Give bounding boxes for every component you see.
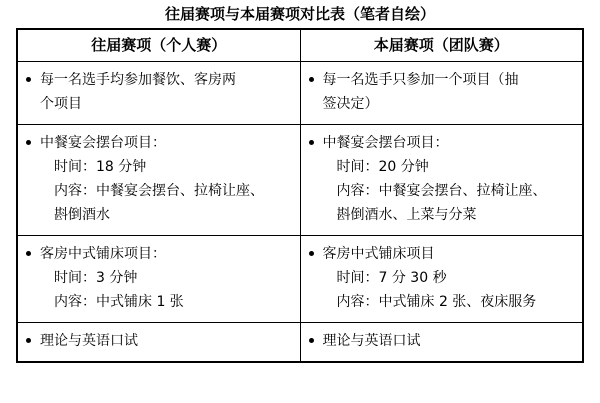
table-cell-right [300, 323, 583, 363]
column-header-previous: 往届赛项（个人赛） [91, 36, 227, 54]
table-row [17, 125, 583, 236]
detail-line: 内容：中式铺床 2 张、夜床服务 [336, 294, 537, 310]
bullet-dot-icon [26, 140, 31, 145]
bullet-continuation: 签决定） [322, 96, 379, 112]
bullet-text: 每一名选手均参加餐饮、客房两 [40, 72, 236, 88]
bullet-item [26, 68, 294, 92]
cell-content [18, 323, 300, 361]
detail-line: 时间：7 分 30 秒 [336, 270, 447, 286]
bullet-item [309, 242, 577, 266]
bullet-dot-icon [26, 77, 31, 82]
table-cell-right [300, 62, 583, 125]
cell-content [301, 236, 583, 322]
bullet-dot-icon [26, 251, 31, 256]
bullet-text: 中餐宴会摆台项目： [40, 135, 166, 151]
cell-content [301, 62, 583, 124]
table-cell-left [17, 323, 300, 363]
bullet-text: 客房中式铺床项目 [322, 246, 435, 262]
detail-line: 内容：中餐宴会摆台、拉椅让座、 [54, 183, 264, 199]
detail-line: 时间：18 分钟 [54, 159, 147, 175]
table-header-cell-right [300, 29, 583, 62]
bullet-item [26, 242, 294, 266]
cell-content [301, 323, 583, 361]
bullet-text: 理论与英语口试 [40, 333, 138, 349]
cell-content [18, 62, 300, 124]
cell-content [18, 236, 300, 322]
cell-content [301, 125, 583, 235]
bullet-dot-icon [26, 338, 31, 343]
bullet-item [309, 329, 577, 353]
bullet-dot-icon [309, 77, 314, 82]
detail-line: 内容：中餐宴会摆台、拉椅让座、 [336, 183, 547, 199]
table-cell-right [300, 236, 583, 323]
detail-line: 内容：中式铺床 1 张 [54, 294, 184, 310]
bullet-text: 每一名选手只参加一个项目（抽 [322, 72, 519, 88]
bullet-continuation: 个项目 [40, 96, 82, 112]
table-header-row [17, 29, 583, 62]
bullet-text: 理论与英语口试 [322, 333, 421, 349]
column-header-current: 本届赛项（团队赛） [373, 36, 509, 54]
table-row [17, 62, 583, 125]
bullet-item [309, 68, 577, 92]
table-cell-left [17, 125, 300, 236]
bullet-text: 中餐宴会摆台项目： [322, 135, 449, 151]
bullet-text: 客房中式铺床项目： [40, 246, 166, 262]
table-cell-left [17, 236, 300, 323]
detail-line: 斟倒酒水、上菜与分菜 [336, 207, 477, 223]
table-cell-right [300, 125, 583, 236]
detail-line: 时间：3 分钟 [54, 270, 138, 286]
detail-line: 时间：20 分钟 [336, 159, 429, 175]
table-row [17, 323, 583, 363]
bullet-item [26, 131, 294, 155]
bullet-item [309, 131, 577, 155]
detail-line: 斟倒酒水 [54, 207, 110, 223]
cell-content [18, 125, 300, 235]
table-cell-left [17, 62, 300, 125]
bullet-item [26, 329, 294, 353]
bullet-dot-icon [309, 338, 314, 343]
comparison-table [16, 28, 584, 363]
page-title: 往届赛项与本届赛项对比表（笔者自绘） [164, 5, 435, 23]
table-row [17, 236, 583, 323]
table-header-cell-left [17, 29, 300, 62]
bullet-dot-icon [309, 251, 314, 256]
bullet-dot-icon [309, 140, 314, 145]
